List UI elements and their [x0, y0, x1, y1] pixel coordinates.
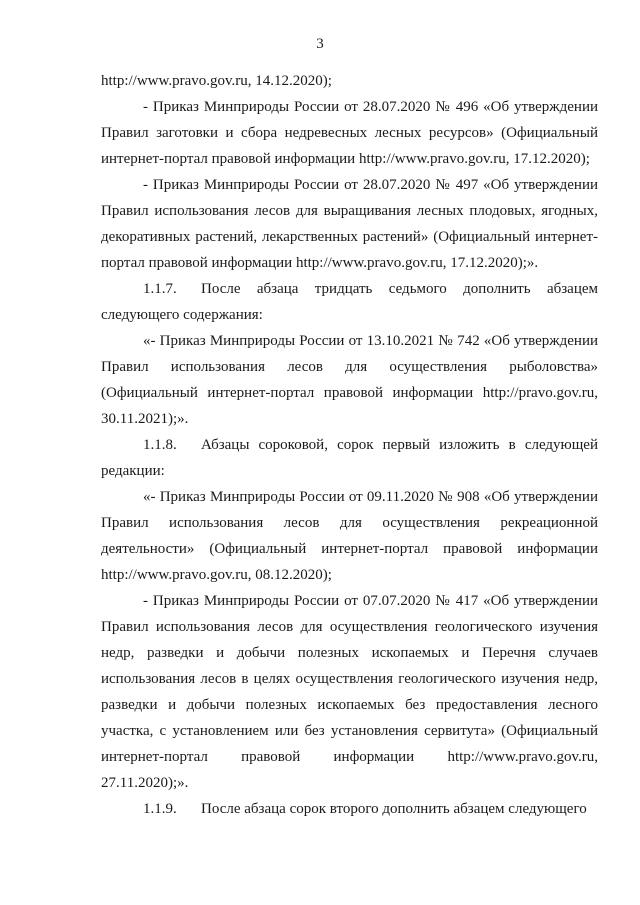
- paragraph-text: - Приказ Минприроды России от 28.07.2020 № 496 «Об утверждении Правил заготовки и сбора недревесных лесных ресурсов» (Официальный интернет-портал правовой информации http://www.pravo.gov.ru, 17.12.2020);: [101, 99, 598, 167]
- paragraph: [101, 172, 598, 276]
- document-body: [101, 68, 598, 822]
- paragraph-text: После абзаца сорок второго дополнить абзацем следующего: [201, 801, 587, 817]
- paragraph: [101, 796, 598, 822]
- paragraph: [101, 94, 598, 172]
- paragraph-text: http://www.pravo.gov.ru, 14.12.2020);: [101, 73, 332, 89]
- page-number: 3: [316, 36, 324, 52]
- paragraph: [101, 68, 598, 94]
- paragraph-text: «- Приказ Минприроды России от 13.10.2021 № 742 «Об утверждении Правил использования лесов для осуществления рыболовства» (Официальный интернет-портал правовой информации http://pravo.gov.ru, 30.11.2021);».: [101, 333, 598, 427]
- paragraph-text: - Приказ Минприроды России от 07.07.2020 № 417 «Об утверждении Правил использования лесов для осуществления геологического изучения недр, разведки и добычи полезных ископаемых и Перечня случаев использования лесов в целях осуществления геологического изучения недр, разведки и добычи полезных ископаемых без предоставления лесного участка, с установлением или без установления сервитута» (Официальный интернет-портал правовой информации http://www.pravo.gov.ru, 27.11.2020);».: [101, 593, 598, 791]
- paragraph-text: - Приказ Минприроды России от 28.07.2020 № 497 «Об утверждении Правил использования лесов для выращивания лесных плодовых, ягодных, декоративных растений, лекарственных растений» (Официальный интернет-портал правовой информации http://www.pravo.gov.ru, 17.12.2020);».: [101, 177, 598, 271]
- clause-number: 1.1.7.: [143, 281, 177, 297]
- paragraph: [101, 276, 598, 328]
- paragraph: [101, 588, 598, 796]
- clause-number: 1.1.9.: [143, 801, 177, 817]
- paragraph: [101, 432, 598, 484]
- paragraph: [101, 328, 598, 432]
- paragraph-text: Абзацы сороковой, сорок первый изложить в следующей редакции:: [101, 437, 598, 479]
- paragraph-text: После абзаца тридцать седьмого дополнить абзацем следующего содержания:: [101, 281, 598, 323]
- paragraph: [101, 484, 598, 588]
- clause-number: 1.1.8.: [143, 437, 177, 453]
- paragraph-text: «- Приказ Минприроды России от 09.11.2020 № 908 «Об утверждении Правил использования лесов для осуществления рекреационной деятельности» (Официальный интернет-портал правовой информации http://www.pravo.gov.ru, 08.12.2020);: [101, 489, 598, 583]
